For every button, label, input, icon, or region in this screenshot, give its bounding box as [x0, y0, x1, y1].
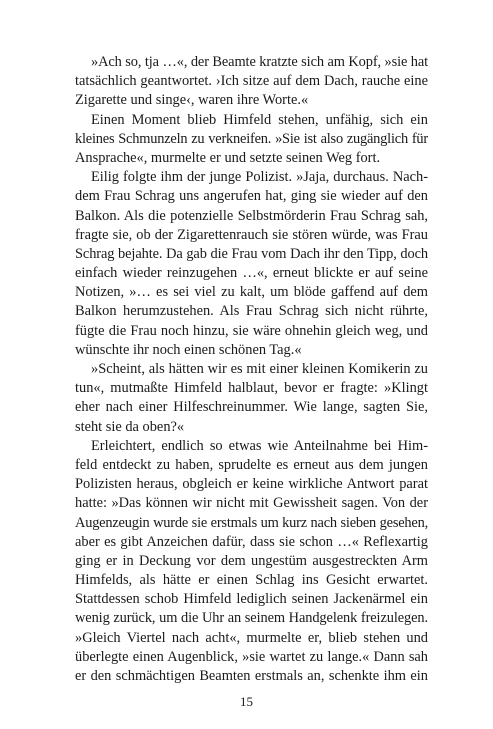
text-line: dem Frau Schrag uns angerufen hat, ging sie wieder auf den: [75, 188, 428, 205]
text-line: Zigarette und singe‹, waren ihre Worte.«: [75, 92, 309, 109]
body-text: [75, 53, 428, 686]
text-line: überlegte einen Augenblick, »sie wartet zu lange.« Dann sah: [75, 648, 428, 665]
text-line: Schrag bejahte. Da gab die Frau vom Dach ihr den Tipp, doch: [75, 245, 428, 262]
text-line: »Ach so, tja …«, der Beamte kratzte sich am Kopf, »sie hat: [91, 54, 428, 70]
text-line: wenig zurück, um die Uhr an seinem Handgelenk freizulegen.: [75, 610, 428, 627]
text-line: Eilig folgte ihm der junge Polizist. »Jaja, durchaus. Nach-: [91, 169, 428, 186]
text-line: feld entdeckt zu haben, sprudelte es erneut aus dem jungen: [75, 456, 428, 473]
text-line: eher nach einer Hilfeschreinummer. Wie lange, sagten Sie,: [75, 399, 428, 416]
text-line: »Gleich Viertel nach acht«, murmelte er, blieb stehen und: [75, 629, 428, 646]
text-line: er den schmächtigen Beamten erstmals an, schenkte ihm ein: [75, 668, 428, 684]
text-line: aber es gibt Anzeichen dafür, dass sie schon …« Reflexartig: [75, 533, 428, 550]
text-line: Einen Moment blieb Himfeld stehen, unfähig, sich ein: [91, 111, 428, 128]
text-line: fügte die Frau noch hinzu, sie wäre ohnehin gleich weg, und: [75, 322, 428, 339]
text-line: Notizen, »… es sei viel zu kalt, um blöde gaffend auf dem: [75, 284, 428, 301]
text-line: Erleichtert, endlich so etwas wie Anteilnahme bei Him-: [91, 437, 428, 454]
text-line: Balkon. Als die potenzielle Selbstmörderin Frau Schrag sah,: [75, 207, 428, 224]
text-line: Himfelds, als hätte er einen Schlag ins Gesicht erwartet.: [75, 572, 428, 589]
text-line: tun«, mutmaßte Himfeld halblaut, bevor er fragte: »Klingt: [75, 380, 428, 397]
text-line: Augenzeugin wurde sie erstmals um kurz nach sieben gesehen,: [75, 514, 428, 531]
text-line: Polizisten heraus, obgleich er keine wirkliche Antwort parat: [75, 476, 428, 493]
text-line: ging er in Deckung vor dem ungestüm ausgestreckten Arm: [75, 552, 428, 569]
page-number: 15: [240, 694, 253, 709]
text-line: steht sie da oben?«: [75, 418, 185, 435]
text-line: Balkon herumzustehen. Als Frau Schrag sich nicht rührte,: [75, 303, 428, 320]
text-line: kleines Schmunzeln zu verkneifen. »Sie ist also zugänglich für: [75, 130, 428, 147]
text-line: wünschte ihr noch einen schönen Tag.«: [75, 341, 302, 358]
text-line: einfach wieder reinzugehen …«, erneut blickte er auf seine: [75, 265, 428, 282]
text-line: Ansprache«, murmelte er und setzte seinen Weg fort.: [75, 149, 381, 166]
text-line: tatsächlich geantwortet. ›Ich sitze auf dem Dach, rauche eine: [75, 73, 428, 90]
text-line: Stattdessen schob Himfeld lediglich seinen Jackenärmel ein: [75, 591, 428, 608]
text-line: »Scheint, als hätten wir es mit einer kleinen Komikerin zu: [91, 361, 428, 377]
text-line: hatte: »Das können wir nicht mit Gewissheit sagen. Von der: [75, 495, 428, 512]
text-line: fragte sie, ob der Zigarettenrauch sie stören würde, was Frau: [75, 226, 428, 243]
